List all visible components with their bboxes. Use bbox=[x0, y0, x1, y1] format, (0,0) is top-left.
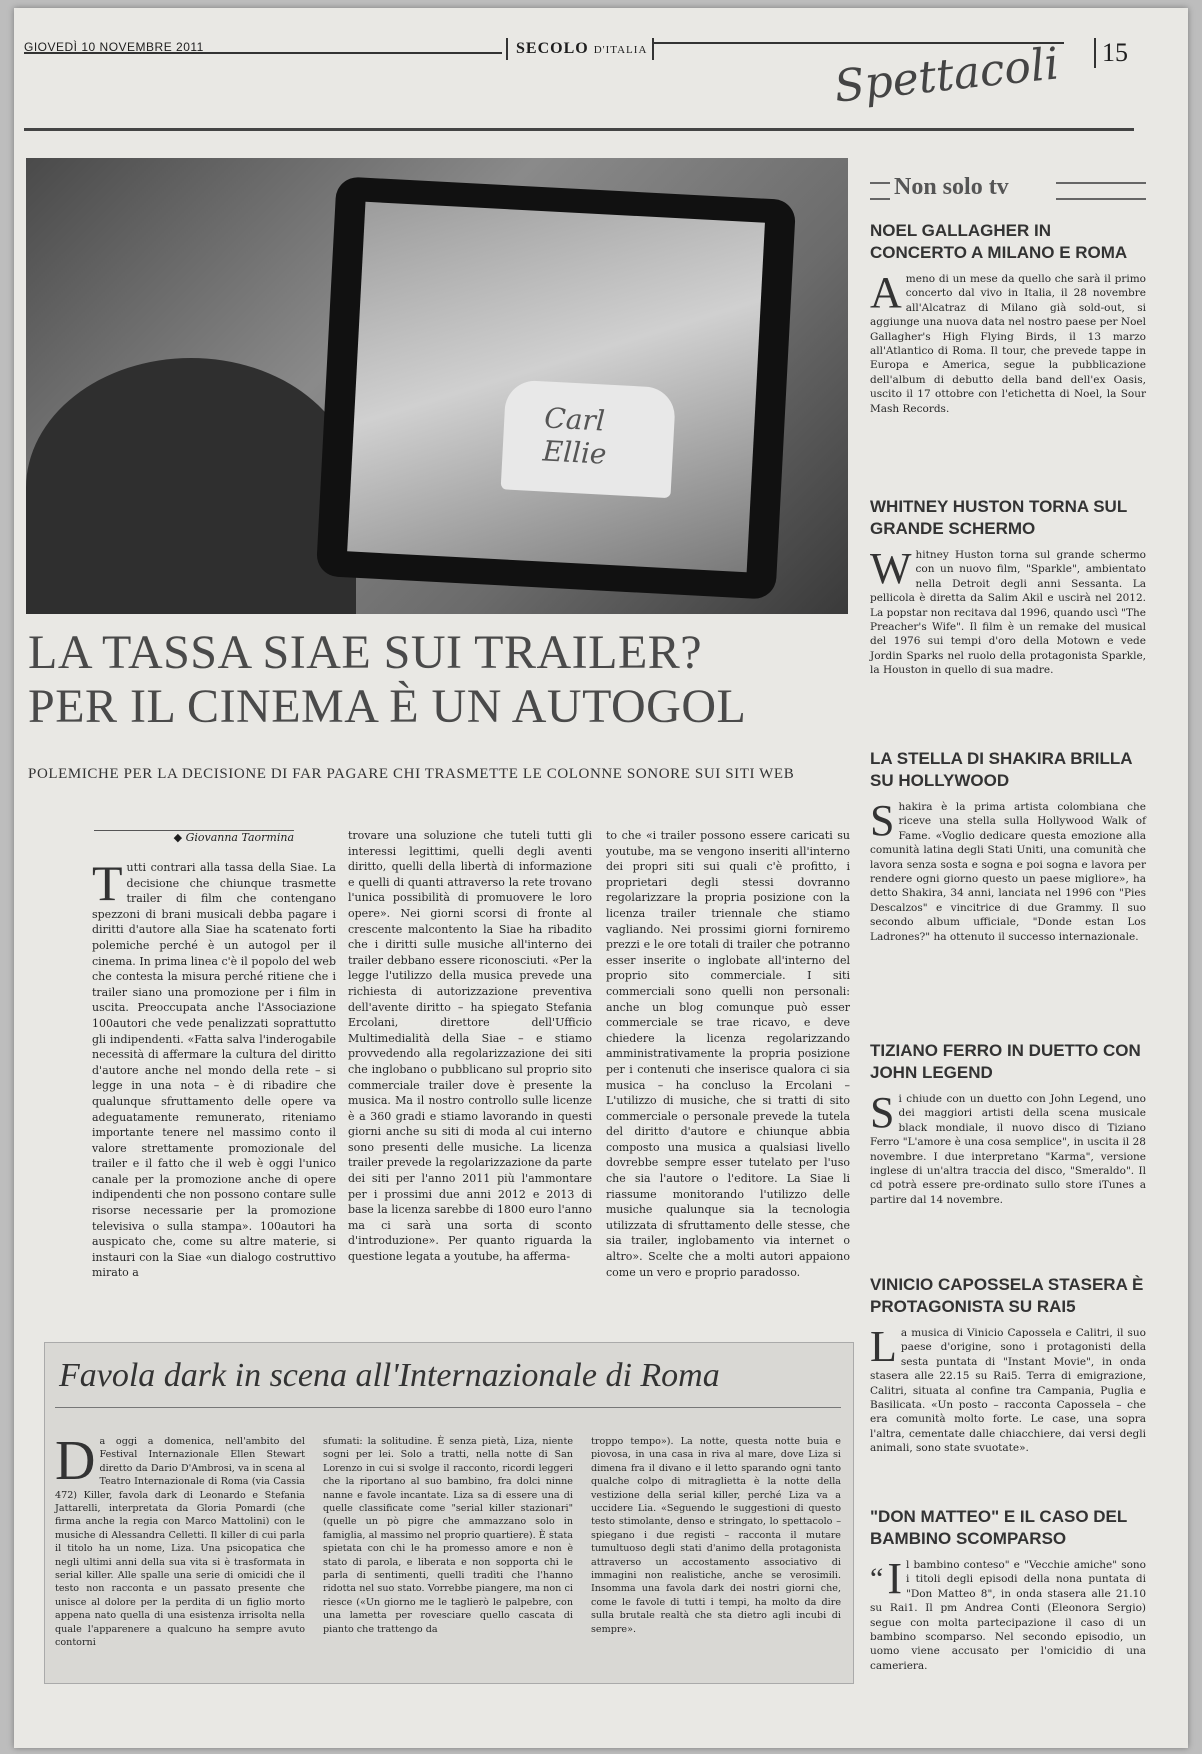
article-subhead: POLEMICHE PER LA DECISIONE DI FAR PAGARE CHI TRASMETTE LE COLONNE SONORE SUI SITI WEB bbox=[28, 766, 795, 782]
byline-author: Giovanna Taormina bbox=[185, 831, 294, 844]
header-rule-left bbox=[24, 52, 502, 54]
box-column-3: troppo tempo»). La notte, questa notte buia e piovosa, in una casa in riva al mare, dove Liza si dimena fra il divano e il letto sparando ogni tanto qualche colpo di mitraglietta è la notte della vestizione della serial killer, perché Liza va a uccidere Lia. «Seguendo le suggestioni di questo testo stimolante, denso e stringato, lo spettacolo – spiegano i due registi – racconta il mutare tumultuoso degli stati d'animo della protagonista attraverso un accostamento associativo di immagini non realistiche, anche se verosimili. Insomma una favola dark dei nostri giorni che, come le favole di tutti i tempi, ha molto da dire sulla brutale realtà che sta dietro agli incubi di sempre». bbox=[591, 1436, 841, 1635]
sidebar-heading-text: Non solo tv bbox=[894, 174, 1009, 200]
sidebar-item-title: NOEL GALLAGHER IN CONCERTO A MILANO E ROMA bbox=[870, 221, 1128, 262]
sidebar-quote-mark: “ bbox=[870, 1562, 884, 1595]
box-column-2: sfumati: la solitudine. È senza pietà, Liza, niente sogni per lei. Solo a tratti, nella notte di San Lorenzo in cui si svolge il racconto, ricordi leggeri che la riportano al suo bambino, fra dolci ninne nanne e favole incantate. Liza sa di essere una di quelle classificate come "serial killer stazionari" (quelle un pò pigre che ammazzano solo in famiglia, al massimo nel proprio quartiere). È stata spietata con chi le ha promesso amore e non è stato di parola, e liberata e non sopporta chi le parla di sentimenti, quelli tradìti che l'hanno ridotta nel suo stato. Vorrebbe piangere, ma non ci riesce («Un giorno me le taglierò le palpebre, con una lametta per rovesciare quello cascata di pianto che trattengo da bbox=[323, 1436, 573, 1635]
sidebar-item-body bbox=[870, 544, 1146, 678]
sidebar-drop-cap: I bbox=[887, 1554, 902, 1603]
newspaper-name-suffix: D'ITALIA bbox=[593, 44, 648, 56]
photo-mailbox bbox=[501, 379, 677, 498]
article-photo bbox=[26, 158, 848, 614]
section-title: Spettacoli bbox=[831, 38, 1062, 113]
newspaper-name-main: SECOLO bbox=[516, 40, 589, 57]
newspaper-page bbox=[14, 8, 1188, 1748]
box-title: Favola dark in scena all'Internazionale di Roma bbox=[59, 1357, 720, 1394]
header-bottom-rule bbox=[24, 128, 1134, 131]
sidebar-item bbox=[870, 1506, 1146, 1673]
sidebar-item-title: "DON MATTEO" E IL CASO DEL BAMBINO SCOMPARSO bbox=[870, 1507, 1127, 1548]
sidebar-item-title: WHITNEY HUSTON TORNA SUL GRANDE SCHERMO bbox=[870, 497, 1127, 538]
sidebar-item-body bbox=[870, 1088, 1146, 1207]
article-byline: ◆ Giovanna Taormina bbox=[94, 830, 294, 844]
article-column-3: to che «i trailer possono essere caricati su youtube, ma se vengono inseriti all'interno dei propri siti sui quali c'è profitto, i proprietari degli stessi dovranno regolarizzare la propria posizione con la licenza trailer triennale che stiamo vagliando. Nei prossimi giorni forniremo prezzi e le ore totali di trailer che potranno esser inserite o inglobate all'interno del proprio sito commerciale. I siti commerciali sono quelli non personali: anche un blog comunque può esser commerciale se trae ricavo, e deve chiedere la licenza regolarizzando amministrativamente la propria posizione per i contenuti che inserisce qualora ci sia musica – ha concluso la Ercolani – L'utilizzo di musiche, che si tratti di sito commerciale o personale prevede la tutela del diritto d'autore e chiunque abbia composto una musica a qualsiasi livello dovrebbe sempre esser tutelato per l'uso che sia l'autore o l'editore. La Siae li riassume monitorando l'utilizzo delle musiche qualunque sia la tecnologia utilizzata di sfruttamento delle stesse, che sia trailer, inglobamento via internet o altro». Scelte che a molti autori appaiono come un vero e proprio paradosso. bbox=[606, 829, 850, 1279]
sidebar-item-body bbox=[870, 1554, 1146, 1673]
sidebar-item bbox=[870, 1274, 1146, 1456]
header-divider bbox=[506, 38, 508, 60]
sidebar-heading-rule-right bbox=[1056, 182, 1146, 200]
sidebar-drop-cap: A bbox=[870, 268, 902, 317]
drop-cap: T bbox=[92, 855, 123, 911]
article-column-1 bbox=[92, 855, 336, 1281]
sidebar-item-text: hitney Huston torna sul grande schermo con un nuovo film, "Sparkle", ambientato nella Detroit degli anni Sessanta. La pellicola è diretta da Salim Akil e uscirà nel 2012. La popstar non recitava dal 1996, quando uscì "The Preacher's Wife". Il film è un remake del musical del 1976 sui tempi d'oro della Motown e vede Jordin Sparks nel ruolo della protagonista Sparkle, la Houston in quello di sua madre. bbox=[870, 549, 1146, 677]
sidebar-item-text: hakira è la prima artista colombiana che riceve una stella sulla Hollywood Walk of Fame. «Voglio dedicare questa emozione alla comunità latina degli Stati Uniti, una comunità che lavora senza sosta e sogna e poi sogna e lavora per rendere ogni giorno questo un paese migliore», ha detto Shakira, 34 anni, lanciata nel 1996 con "Pies Descalzos" e vincitrice di due Grammy. Il suo secondo album ufficiale, "Donde estan Los Ladrones?" ha ottenuto il successo internazionale. bbox=[870, 801, 1146, 943]
sidebar-drop-cap: W bbox=[870, 544, 912, 593]
headline-line-1: LA TASSA SIAE SUI TRAILER? bbox=[28, 626, 703, 679]
article-column-1-text: utti contrari alla tassa della Siae. La decisione che chiunque trasmette trailer di film che contengano spezzoni di brani musicali debba pagare i diritti d'autore alla Siae ha scatenato forti polemiche perché è un autogol per il cinema. In prima linea c'è il popolo del web che contesta la misura perché ritiene che i trailer siano una promozione per i film in uscita. Preoccupata anche l'Associazione 100autori che vede penalizzati soprattutto gli indipendenti. «Fatta salva l'inderogabile necessità di affermare la cultura del diritto d'autore anche nel mondo della rete – si legge in una nota – è di ribadire che qualunque sfruttamento delle opere va adeguatamente remunerato, riteniamo importante tenere nel massimo conto il valore strettamente promozionale del trailer e il fatto che il web è oggi l'unico canale per la promozione anche di opere indipendenti che non possono contare sulle risorse necessarie per la promozione televisiva o sulla stampa». 100autori ha auspicato che, come su altre materie, si instauri con la Siae «un dialogo costruttivo mirato a bbox=[92, 861, 336, 1280]
article-headline bbox=[28, 626, 858, 734]
photo-person-silhouette bbox=[26, 358, 356, 614]
sidebar-item bbox=[870, 496, 1146, 678]
mailbox-text: Carl Ellie bbox=[541, 401, 608, 471]
issue-date: GIOVEDÌ 10 NOVEMBRE 2011 bbox=[24, 40, 204, 54]
box-drop-cap: D bbox=[55, 1430, 96, 1492]
sidebar-item-title: LA STELLA DI SHAKIRA BRILLA SU HOLLYWOOD bbox=[870, 749, 1132, 790]
sidebar-item-title: VINICIO CAPOSSELA STASERA È PROTAGONISTA SU RAI5 bbox=[870, 1275, 1144, 1316]
box-rule bbox=[55, 1407, 841, 1408]
tablet-screen bbox=[347, 202, 765, 572]
sidebar-item-title: TIZIANO FERRO IN DUETTO CON JOHN LEGEND bbox=[870, 1041, 1141, 1082]
headline-line-2: PER IL CINEMA È UN AUTOGOL bbox=[28, 680, 747, 733]
sidebar-item-text: meno di un mese da quello che sarà il primo concerto dal vivo in Italia, il 28 novembre all'Alcatraz di Milano già sold-out, si aggiunge una nuova data nel nostro paese per Noel Gallagher's High Flying Birds, il 13 marzo all'Atlantico di Roma. Il tour, che prevede tappe in Europa e America, segue la pubblicazione dell'album di debutto della band dell'ex Oasis, uscito il 17 ottobre con l'etichetta di Noel, la Sour Mash Records. bbox=[870, 273, 1146, 415]
sidebar-heading bbox=[870, 168, 1146, 208]
box-column-1 bbox=[55, 1430, 305, 1650]
page-number: 15 bbox=[1094, 38, 1128, 68]
photo-tablet bbox=[316, 176, 796, 600]
sidebar-item-text: i chiude con un duetto con John Legend, uno dei maggiori artisti della scena musicale black mondiale, il nuovo disco di Tiziano Ferro "L'amore è una cosa semplice", in uscita il 28 novembre. I due interpretano "Karma", versione inglese di un'altra traccia del disco, "Smeraldo". Il cd potrà essere pre-ordinato sullo store iTunes a partire dal 14 novembre. bbox=[870, 1093, 1146, 1206]
sidebar-item-body bbox=[870, 1322, 1146, 1456]
sidebar-item bbox=[870, 748, 1146, 944]
box-column-1-text: a oggi a domenica, nell'ambito del Festival Internazionale Ellen Stewart diretto da Dario D'Ambrosi, va in scena al Teatro Internazionale di Roma (via Cassia 472) Killer, favola dark di Leonardo e Stefania Jattarelli, interpretata da Gloria Pomardi (che firma anche la regia con Marco Mattolini) con le musiche di Alessandra Celletti. Il killer di cui parla il titolo ha un nome, Liza. Una psicopatica che negli ultimi anni della sua vita si è trasformata in serial killer. Alle spalle una serie di omicidi che il testo non racconta e un passato presente che unisce al dolore per la perdita di un figlio morto appena nato quella di una esistenza irrisolta nella quale l'apparenere a qualcuno ha sempre avuto contorni bbox=[55, 1436, 305, 1649]
sidebar-item bbox=[870, 1040, 1146, 1207]
sidebar-item bbox=[870, 220, 1146, 416]
sidebar-drop-cap: S bbox=[870, 1088, 895, 1137]
sidebar-drop-cap: L bbox=[870, 1322, 897, 1371]
sidebar-item-body bbox=[870, 268, 1146, 416]
sidebar-item-text: a musica di Vinicio Capossela e Calitri, il suo paese d'origine, sono i protagonisti della sesta puntata di "Instant Movie", in onda stasera alle 22.15 su Rai5. Terra di emigrazione, Calitri, situata al confine tra Campania, Puglia e Basilicata. «Un posto – racconta Capossela – che era comunità molto forte. Le case, una sopra l'altra, cementate dalle chiacchiere, dai versi degli animali, sono state svuotate». bbox=[870, 1327, 1146, 1455]
sidebar-non-solo-tv bbox=[870, 168, 1146, 1728]
sidebar-item-body bbox=[870, 796, 1146, 944]
sidebar-item-text: l bambino conteso" e "Vecchie amiche" sono i titoli degli episodi della nona puntata di "Don Matteo 8", in onda stasera alle 21.10 su Rai1. Il pm Andrea Conti (Eleonora Sergio) segue con molta partecipazione il caso di un bambino scomparso. Nel secondo episodio, un uomo viene accusato per l'omicidio di una cameriera. bbox=[870, 1559, 1146, 1672]
newspaper-name bbox=[516, 40, 647, 58]
article-column-2: trovare una soluzione che tuteli tutti gli interessi legittimi, quelli degli aventi diritto, quelli della libertà di informazione e quelli di quanti attraverso la rete trovano l'unica possibilità di promuovere le loro opere». Nei giorni scorsi di fronte al crescente malcontento la Siae ha ribadito che i diritti sulle musiche all'interno dei trailer debbano essere riconosciuti. «Per la legge l'utilizzo della musica prevede una richiesta di autorizzazione preventiva dell'avente diritto – ha spiegato Stefania Ercolani, direttore dell'Ufficio Multimedialità della Siae – e stiamo provvedendo alla regolarizzazione dei siti che inglobano o pubblicano sul proprio sito commerciale trailer dove è presente la musica. Ma il nostro controllo sulle licenze è a 360 gradi e stiamo lavorando in questi giorni anche su siti di moda al cui interno sono presenti delle musiche. La licenza trailer prevede la regolarizzazione da parte dei siti per l'anno 2011 più l'ammontare per i prossimi due anni 2012 e 2013 di base la licenza sarebbe di 1800 euro l'anno ma ci sarà una sorta di sconto d'introduzione». Per quanto riguarda la questione legata a youtube, ha afferma- bbox=[348, 829, 592, 1264]
page-header bbox=[24, 38, 1134, 113]
sidebar-heading-rule-left bbox=[870, 182, 890, 200]
feature-box bbox=[44, 1342, 854, 1684]
sidebar-drop-cap: S bbox=[870, 796, 895, 845]
